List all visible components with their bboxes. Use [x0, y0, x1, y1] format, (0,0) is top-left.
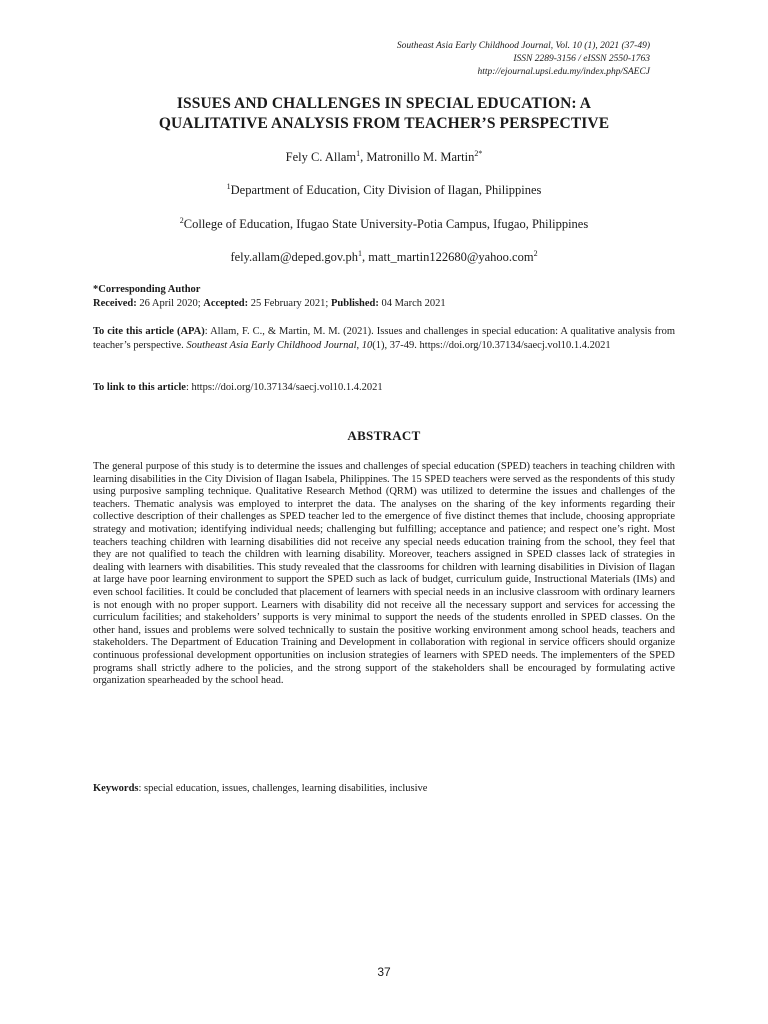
received-date: 26 April 2020; [136, 298, 204, 309]
affiliation-1 [0, 183, 768, 198]
published-label: Published: [330, 298, 379, 309]
link-label: To link to this article [93, 382, 186, 393]
email-separator: , [362, 250, 369, 264]
accepted-label: Accepted: [203, 298, 249, 309]
affiliation-marker: 2 [179, 215, 184, 225]
cite-journal: Southeast Asia Early Childhood Journal [186, 340, 357, 351]
email-marker: 1 [358, 248, 362, 258]
keywords-text: : special education, issues, challenges, learning disabilities, inclusive [138, 783, 428, 794]
keywords [93, 782, 675, 796]
author-list [0, 150, 768, 165]
affiliation-text: College of Education, Ifugao State University-Potia Campus, Ifugao, Philippines [183, 217, 589, 231]
keywords-label: Keywords [93, 783, 139, 794]
cite-rest: (1), 37-49. https://doi.org/10.37134/saecj.vol10.1.4.2021 [372, 340, 611, 351]
corresponding-author: *Corresponding Author [93, 284, 201, 295]
journal-url: http://ejournal.upsi.edu.my/index.php/SAECJ [477, 67, 650, 77]
journal-issn: ISSN 2289-3156 / eISSN 2550-1763 [513, 54, 650, 64]
email-marker: 2 [533, 248, 538, 258]
received-label: Received: [93, 298, 137, 309]
author-emails [0, 250, 768, 265]
cite-volume: 10 [361, 340, 373, 351]
author-separator: , [360, 150, 367, 164]
accepted-date: 25 February 2021; [248, 298, 331, 309]
author-affiliation-marker: 1 [356, 148, 361, 158]
page-number: 37 [377, 965, 391, 979]
article-link [93, 381, 675, 395]
author-affiliation-marker: 2* [474, 148, 483, 158]
cite-separator: , [356, 340, 362, 351]
cite-text: : Allam, F. C., & Martin, M. M. (2021). Issues and challenges in special education: A qualitative analysis from teacher’s perspective. [93, 326, 675, 351]
email-1[interactable]: fely.allam@deped.gov.ph [230, 250, 358, 264]
published-date: 04 March 2021 [378, 298, 446, 309]
paper-title [60, 94, 708, 134]
affiliation-marker: 1 [226, 181, 231, 191]
affiliation-2 [0, 217, 768, 232]
journal-citation: Southeast Asia Early Childhood Journal, Vol. 10 (1), 2021 (37-49) [396, 41, 650, 51]
author-name: Matronillo M. Martin [366, 150, 475, 164]
link-url[interactable]: : https://doi.org/10.37134/saecj.vol10.1.4.2021 [185, 382, 383, 393]
title-line-2: QUALITATIVE ANALYSIS FROM TEACHER’S PERSPECTIVE [158, 115, 610, 132]
title-line-1: ISSUES AND CHALLENGES IN SPECIAL EDUCATION: A [176, 95, 592, 112]
abstract-heading: ABSTRACT [347, 428, 421, 443]
journal-header [397, 40, 650, 79]
cite-label: To cite this article (APA) [93, 326, 205, 337]
email-2[interactable]: matt_martin122680@yahoo.com [368, 250, 534, 264]
affiliation-text: Department of Education, City Division of Ilagan, Philippines [230, 183, 542, 197]
citation-block [93, 325, 675, 353]
publication-dates [93, 297, 675, 311]
author-name: Fely C. Allam [285, 150, 357, 164]
abstract-body: The general purpose of this study is to determine the issues and challenges of special education (SPED) teachers in teaching children with learning disabilities in the City Division of Ilagan Isabela, Philippines. The 15 SPED teachers were served as the respondents of this study using purposive sampling technique. Qualitative Research Method (QRM) was utilized to determine the issues and challenges of the teachers. Thematic analysis was employed to interpret the data. The analyses on the sharing of the key informents regarding their collective description of their challenges as SPED teacher led to the emergence of five distinct themes that include, choosing appropriate strategy and motivation; identifying individual needs; challenging but fulfilling; acceptance and patience; and respect one’s right. Most teachers teaching children with learning disabilities did not receive any special needs education training from the school, they feel that they are not qualified to teach the children with learning disability. Moreover, teachers assigned in SPED classes lack of strategies in dealing with learners with disabilities. This study revealed that the classrooms for children with learning disabilities in Division of Ilagan at large have poor learning environment to support the SPED such as lack of budget, curriculum guide, Instructional Materials (IMs) and even school facilities. It could be concluded that placement of learners with special needs in an inclusive classroom with ordinary learners is not enough with no proper support. Learners with disability did not receive all the necessary support and services for accessing the curriculum facilities; and stakeholders’ supports is very minimal to support the needs of the students enrolled in SPED classes. On the other hand, issues and problems were solved technically to sustain the positive working environment among school heads, teachers and stakeholders. The Department of Education Training and Development in collaboration with regional in service officers should organize continuous professional development opportunities on inclusion strategies of learners with SPED needs. The implementers of the SPED programs shall strictly adhere to the policies, and the strong support of the stakeholders shall be encouraged by formulating active organization spearheaded by the school head. [93, 461, 675, 687]
